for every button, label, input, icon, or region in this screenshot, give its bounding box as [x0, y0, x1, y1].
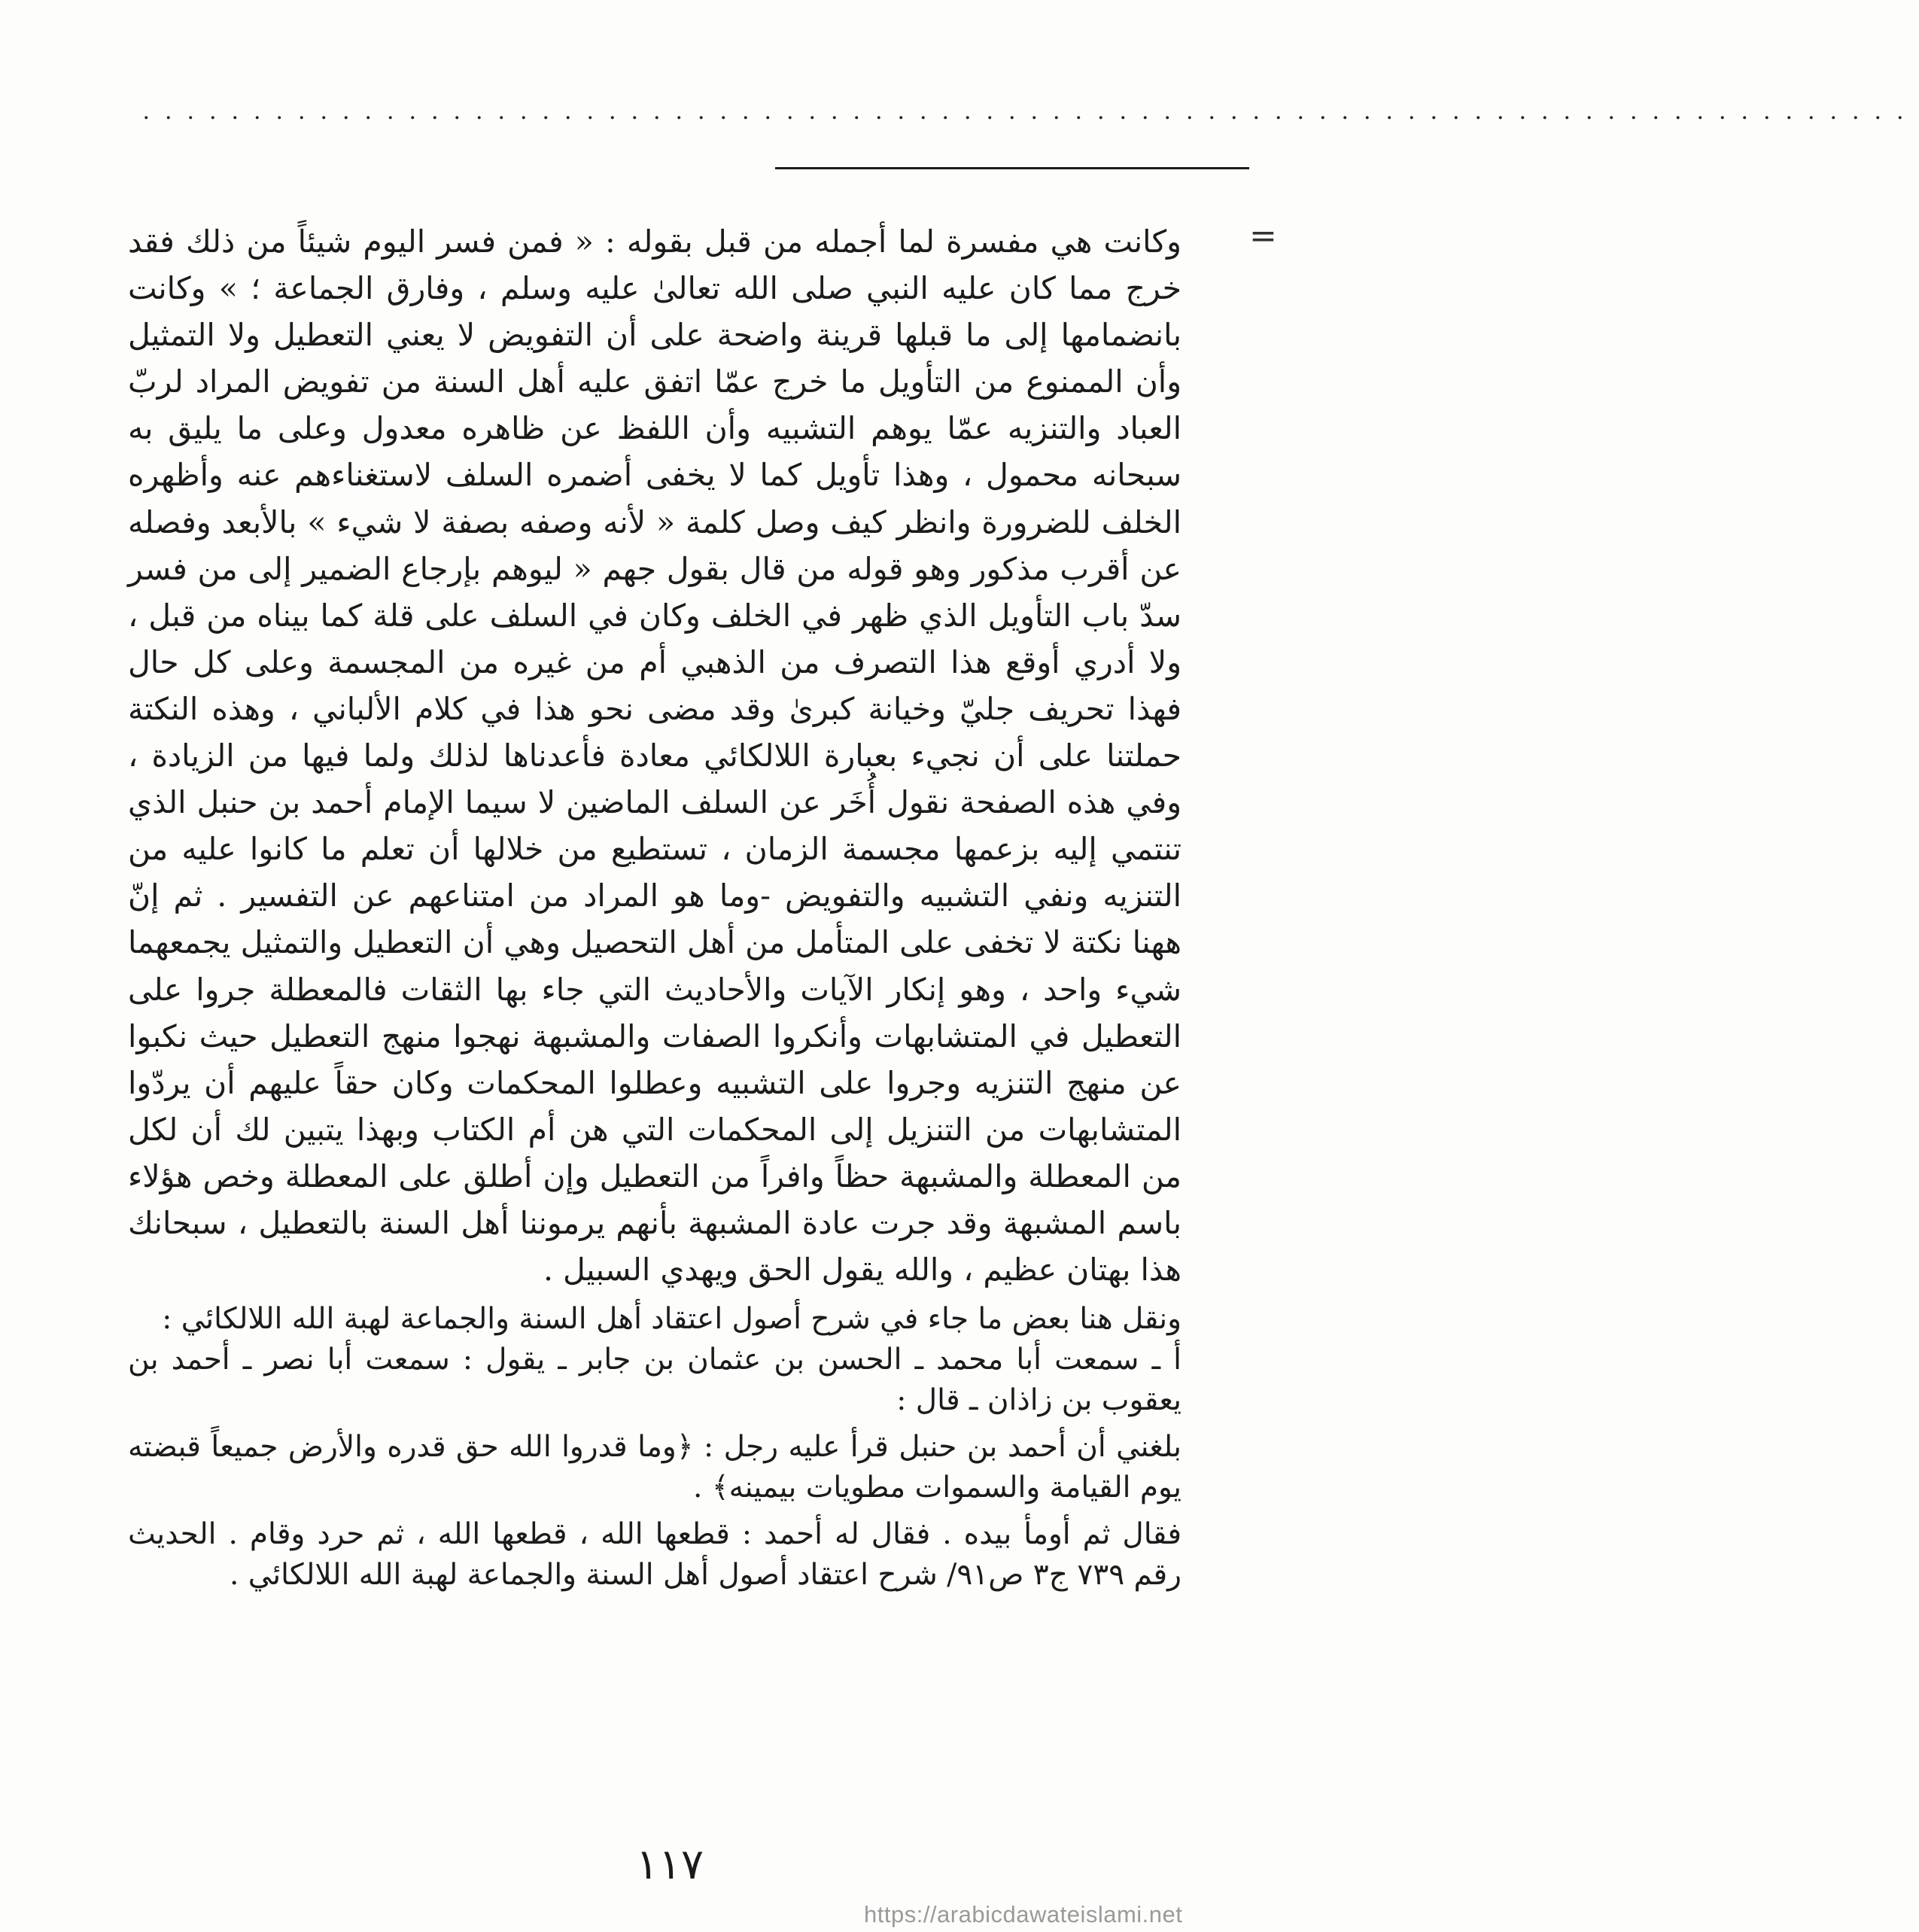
quote-body: بلغني أن أحمد بن حنبل قرأ عليه رجل : ﴿وما قدروا الله حق قدره والأرض جميعاً قبضته يوم القيامة والسموات مطويات بيمينه﴾ .: [128, 1430, 1182, 1505]
page-number: ١١٧: [635, 1840, 704, 1889]
quote-chain: أ ـ سمعت أبا محمد ـ الحسن بن عثمان بن جابر ـ يقول : سمعت أبا نصر ـ أحمد بن يعقوب بن زاذان ـ قال :: [128, 1343, 1182, 1418]
footnote-paragraph: وكانت هي مفسرة لما أجمله من قبل بقوله : « فمن فسر اليوم شيئاً من ذلك فقد خرج مما كان عليه النبي صلى الله تعالىٰ عليه وسلم ، وفارق الجماعة ؛ » وكانت بانضمامها إلى ما قبلها قرينة واضحة على أن التفويض لا يعني التعطيل ولا التمثيل وأن الممنوع من التأويل ما خرج عمّا اتفق عليه أهل السنة من تفويض المراد لربّ العباد والتنزيه عمّا يوهم التشبيه وأن اللفظ عن ظاهره معدول وعلى ما يليق به سبحانه محمول ، وهذا تأويل كما لا يخفى أضمره السلف لاستغناءهم عنه وأظهره الخلف للضرورة وانظر كيف وصل كلمة « لأنه وصفه بصفة لا شيء » بالأبعد وفصله عن أقرب مذكور وهو قوله من قال بقول جهم « ليوهم بإرجاع الضمير إلى من فسر سدّ باب التأويل الذي ظهر في الخلف وكان في السلف على قلة كما بيناه من قبل ، ولا أدري أوقع هذا التصرف من الذهبي أم من غيره من المجسمة وعلى كل حال فهذا تحريف جليّ وخيانة كبرىٰ وقد مضى نحو هذا في كلام الألباني ، وهذه النكتة حملتنا على أن نجيء بعبارة اللالكائي معادة فأعدناها لذلك ولما فيها من الزيادة ، وفي هذه الصفحة نقول أُخَر عن السلف الماضين لا سيما الإمام أحمد بن حنبل الذي تنتمي إليه بزعمها مجسمة الزمان ، تستطيع من خلالها أن تعلم ما كانوا عليه من التنزيه ونفي التشبيه والتفويض -وما هو المراد من امتناعهم عن التفسير . ثم إنّ ههنا نكتة لا تخفى على المتأمل من أهل التحصيل وهي أن التعطيل والتمثيل يجمعهما شيء واحد ، وهو إنكار الآيات والأحاديث التي جاء بها الثقات فالمعطلة جروا على التعطيل في المتشابهات وأنكروا الصفات والمشبهة نهجوا منهج التعطيل حيث نكبوا عن منهج التنزيه وجروا على التشبيه وعطلوا المحكمات وكان حقاً عليهم أن يردّوا المتشابهات من التنزيل إلى المحكمات التي هن أم الكتاب وبهذا يتبين لك أن لكل من المعطلة والمشبهة حظاً وافراً من التعطيل وإن أطلق على المعطلة وخص هؤلاء باسم المشبهة وقد جرت عادة المشبهة بأنهم يرموننا أهل السنة بالتعطيل ، سبحانك هذا بهتان عظيم ، والله يقول الحق ويهدي السبيل .: [128, 224, 1182, 1289]
continuation-mark: =: [1249, 217, 1277, 255]
footnote-separator-rule: [775, 167, 1249, 169]
watermark-url: https://arabicdawateislami.net: [864, 1901, 1183, 1927]
footnote-text: [128, 218, 1182, 1596]
quote-reference: فقال ثم أومأ بيده . فقال له أحمد : قطعها الله ، قطعها الله ، ثم حرد وقام . الحديث رقم ٧٣٩ ج٣ ص٩١/ شرح اعتقاد أصول أهل السنة والجماعة لهبة الله اللالكائي .: [128, 1517, 1182, 1593]
footnote-separator-dots: ................................................................................: [143, 97, 1919, 125]
quote-intro: ونقل هنا بعض ما جاء في شرح أصول اعتقاد أهل السنة والجماعة لهبة الله اللالكائي :: [162, 1302, 1182, 1337]
